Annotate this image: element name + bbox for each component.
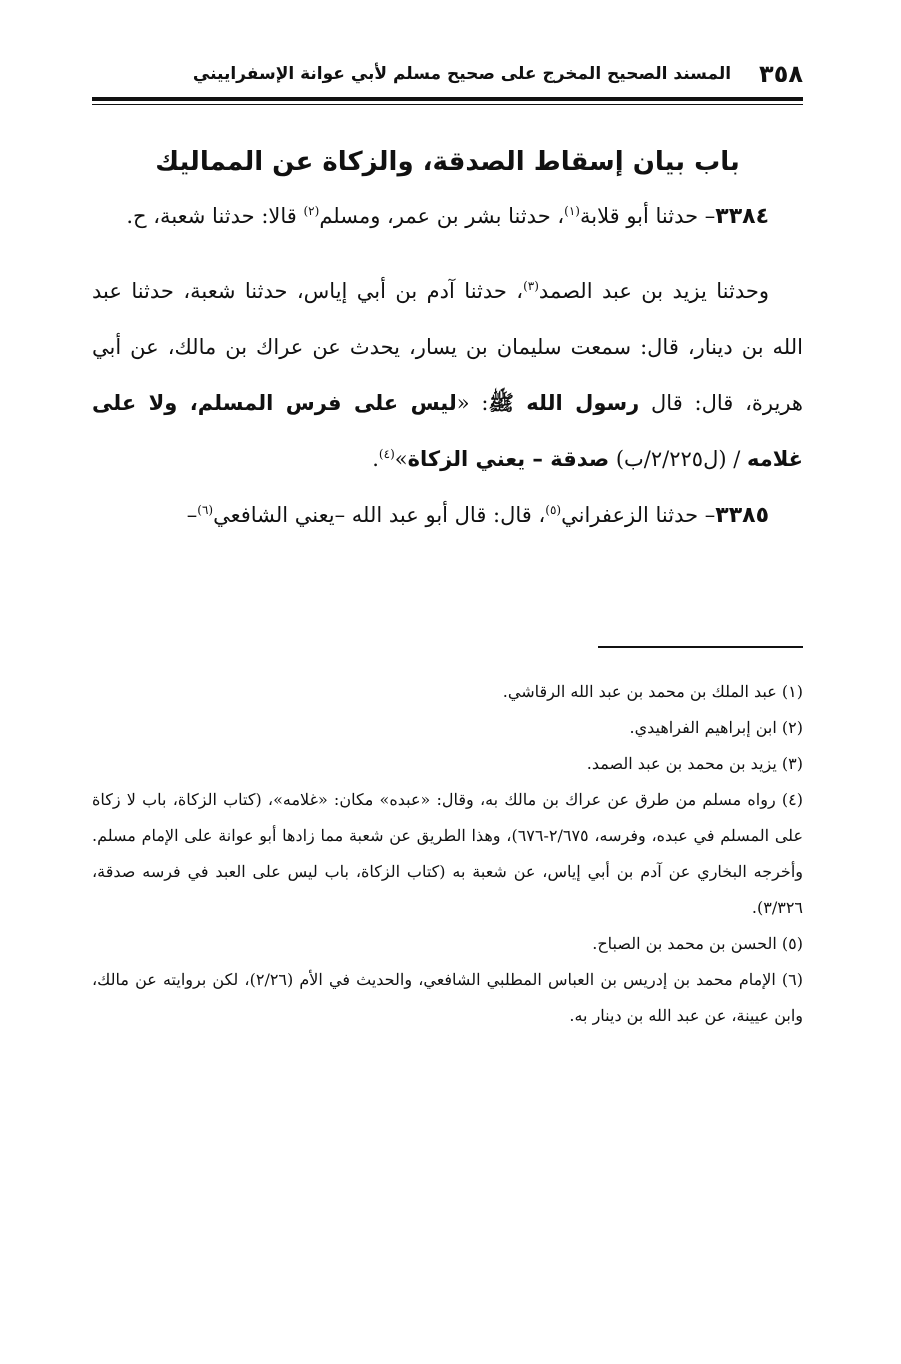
footnote-text: رواه مسلم من طرق عن عراك بن مالك به، وقال: «عبده» مكان: «غلامه»، (كتاب الزكاة، باب لا زكاة على المسلم في عبده، وفرسه، ٢/٦٧٥-٦٧٦)، وهذا الطريق عن شعبة مما زادها أبو عوانة على الإمام مسلم. وأخرجه البخاري عن آدم بن أبي إياس، عن شعبة به (كتاب الزكاة، باب ليس على العبد في فرسه صدقة، ٣/٣٢٦). <box>92 790 803 917</box>
main-text <box>92 188 803 544</box>
footnote <box>92 710 803 746</box>
footnote-number: (١) <box>781 682 803 701</box>
footnote <box>92 746 803 782</box>
footnote-text: الحسن بن محمد بن الصباح. <box>592 934 777 953</box>
footnote-text: ابن إبراهيم الفراهيدي. <box>629 718 777 737</box>
hadith-number: ٣٣٨٤ <box>715 204 769 229</box>
header-rule-thick <box>92 97 803 101</box>
footnote-number: (٣) <box>781 754 803 773</box>
footnote-ref: (٤) <box>378 447 395 461</box>
footnote <box>92 962 803 1034</box>
text-run: ، حدثنا آدم بن أبي إياس، حدثنا شعبة، حدثنا عبد الله بن دينار، قال: سمعت سليمان بن يسار، يحدث عن عراك بن مالك، عن أبي هريرة، قال: قال <box>92 279 803 415</box>
footnote-ref: (٣) <box>523 279 539 293</box>
footnote-separator <box>598 646 803 648</box>
footnote-ref: (١) <box>564 204 580 218</box>
text-run: – حدثنا أبو قلابة <box>579 204 716 228</box>
text-run: وحدثنا يزيد بن عبد الصمد <box>538 279 769 303</box>
footnote-number: (٤) <box>781 790 803 809</box>
hadith-number: ٣٣٨٥ <box>715 503 769 528</box>
footnote <box>92 782 803 926</box>
bold-text: رسول الله ﷺ <box>488 391 640 415</box>
text-run: » <box>394 447 408 471</box>
footnotes <box>92 674 803 1034</box>
text-run: : « <box>456 391 489 415</box>
text-run: / (ل٢/٢٢٥/ب) <box>609 447 747 471</box>
footnote-ref: (٢) <box>303 204 320 218</box>
page-number: ٣٥٨ <box>759 60 803 88</box>
bold-text: ليس على فرس المسلم، ولا على غلامه <box>92 391 803 471</box>
hadith-3384-para2 <box>92 263 803 487</box>
running-header <box>92 54 803 94</box>
hadith-3384-para1 <box>92 188 803 245</box>
book-title: المسند الصحيح المخرج على صحيح مسلم لأبي عوانة الإسفراييني <box>192 64 732 84</box>
text-run: – حدثنا الزعفراني <box>561 503 716 527</box>
footnote-text: الإمام محمد بن إدريس بن العباس المطلبي الشافعي، والحديث في الأم (٢/٢٦)، لكن بروايته عن مالك، وابن عيينة، عن عبد الله بن دينار به. <box>92 970 803 1025</box>
footnote-text: عبد الملك بن محمد بن عبد الله الرقاشي. <box>502 682 777 701</box>
text-run: ، قال: قال أبو عبد الله –يعني الشافعي <box>213 503 546 527</box>
text-run: – <box>186 503 198 527</box>
text-run: قالا: حدثنا شعبة، ح. <box>126 204 304 228</box>
chapter-title: باب بيان إسقاط الصدقة، والزكاة عن المماليك <box>155 147 740 177</box>
footnote-number: (٢) <box>781 718 803 737</box>
footnote-ref: (٦) <box>197 503 214 517</box>
footnote-number: (٦) <box>781 970 803 989</box>
footnote-number: (٥) <box>781 934 803 953</box>
footnote <box>92 926 803 962</box>
footnote-ref: (٥) <box>545 503 562 517</box>
hadith-3385 <box>92 487 803 544</box>
footnote-text: يزيد بن محمد بن عبد الصمد. <box>586 754 777 773</box>
text-run: ، حدثنا بشر بن عمر، ومسلم <box>319 204 565 228</box>
text-run: . <box>372 447 379 471</box>
header-rule-thin <box>92 104 803 105</box>
bold-text: صدقة – يعني الزكاة <box>407 447 610 471</box>
footnote <box>92 674 803 710</box>
